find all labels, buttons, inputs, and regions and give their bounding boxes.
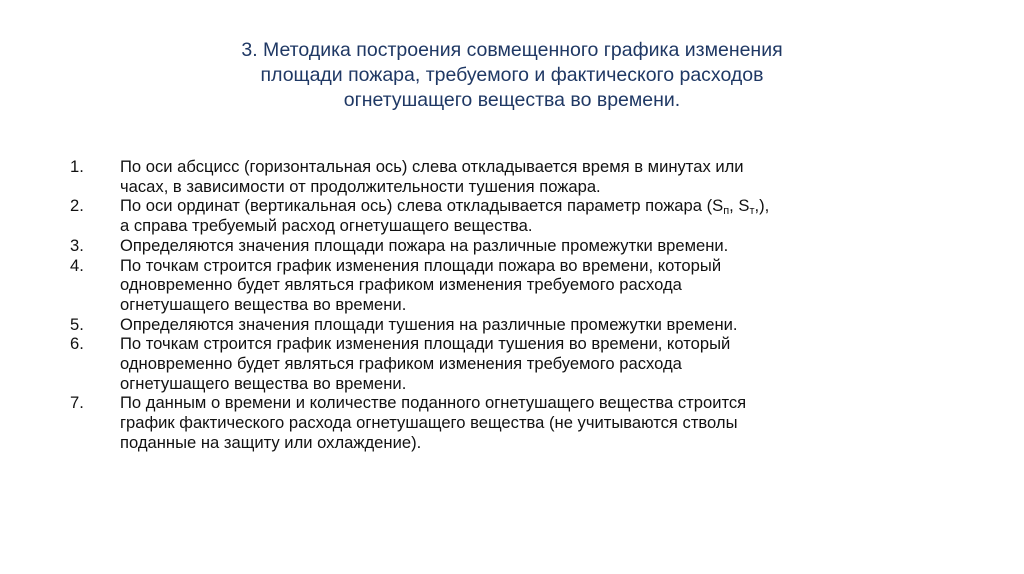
list-item-number: 4. <box>70 255 84 275</box>
list-item-line: По точкам строится график изменения площади пожара во времени, который <box>120 255 722 275</box>
list-item-line: Определяются значения площади пожара на различные промежутки времени. <box>120 235 729 255</box>
list-item <box>70 315 960 335</box>
list-item-line: одновременно будет являться графиком изменения требуемого расхода <box>120 354 682 374</box>
list-item-text <box>120 196 960 235</box>
list-item <box>70 236 960 256</box>
list-item-line: По точкам строится график изменения площади тушения во времени, который <box>120 334 731 354</box>
list-item <box>70 157 960 196</box>
list-item-line: По оси абсцисс (горизонтальная ось) слева откладывается время в минутах или <box>120 157 744 176</box>
list-item-line: огнетушащего вещества во времени. <box>120 294 407 314</box>
subscript: т <box>749 205 755 218</box>
slide-title <box>120 38 904 113</box>
list-item-line: а справа требуемый расход огнетушащего вещества. <box>120 216 533 236</box>
list-item-number: 6. <box>70 334 84 354</box>
line-text: , S <box>729 196 750 216</box>
slide-title-line: площади пожара, требуемого и фактического расходов <box>260 64 764 86</box>
line-text: ,), <box>754 196 770 216</box>
list-item-text <box>120 157 960 196</box>
list-item-number: 1. <box>70 157 84 176</box>
list-item-line <box>120 196 960 216</box>
line-text: По оси ординат (вертикальная ось) слева откладывается параметр пожара (S <box>120 196 724 216</box>
list-item-number: 2. <box>70 196 84 216</box>
list-item <box>70 256 960 315</box>
list-item <box>70 393 960 452</box>
list-item-line: одновременно будет являться графиком изменения требуемого расхода <box>120 275 682 295</box>
list-item-text <box>120 256 960 315</box>
list-item-text <box>120 236 960 256</box>
list-item-number: 3. <box>70 235 84 255</box>
list-item-text <box>120 315 960 335</box>
list-item-number: 7. <box>70 393 84 413</box>
list-item <box>70 334 960 393</box>
subscript: п <box>723 205 730 218</box>
list-item-line: график фактического расхода огнетушащего вещества (не учитываются стволы <box>120 413 738 433</box>
list-item-line: По данным о времени и количестве поданного огнетушащего вещества строится <box>120 393 747 413</box>
list-item-number: 5. <box>70 314 84 334</box>
slide-title-line: огнетушащего вещества во времени. <box>343 89 681 111</box>
slide-title-line: 3. Методика построения совмещенного графика изменения <box>241 39 783 61</box>
list-item <box>70 196 960 235</box>
list-item-text <box>120 334 960 393</box>
list-item-line: часах, в зависимости от продолжительности тушения пожара. <box>120 176 601 196</box>
list-item-line: поданные на защиту или охлаждение). <box>120 432 422 452</box>
list-item-line: огнетушащего вещества во времени. <box>120 373 407 393</box>
list-item-line: Определяются значения площади тушения на различные промежутки времени. <box>120 314 738 334</box>
numbered-list <box>70 157 960 453</box>
list-item-text <box>120 393 960 452</box>
